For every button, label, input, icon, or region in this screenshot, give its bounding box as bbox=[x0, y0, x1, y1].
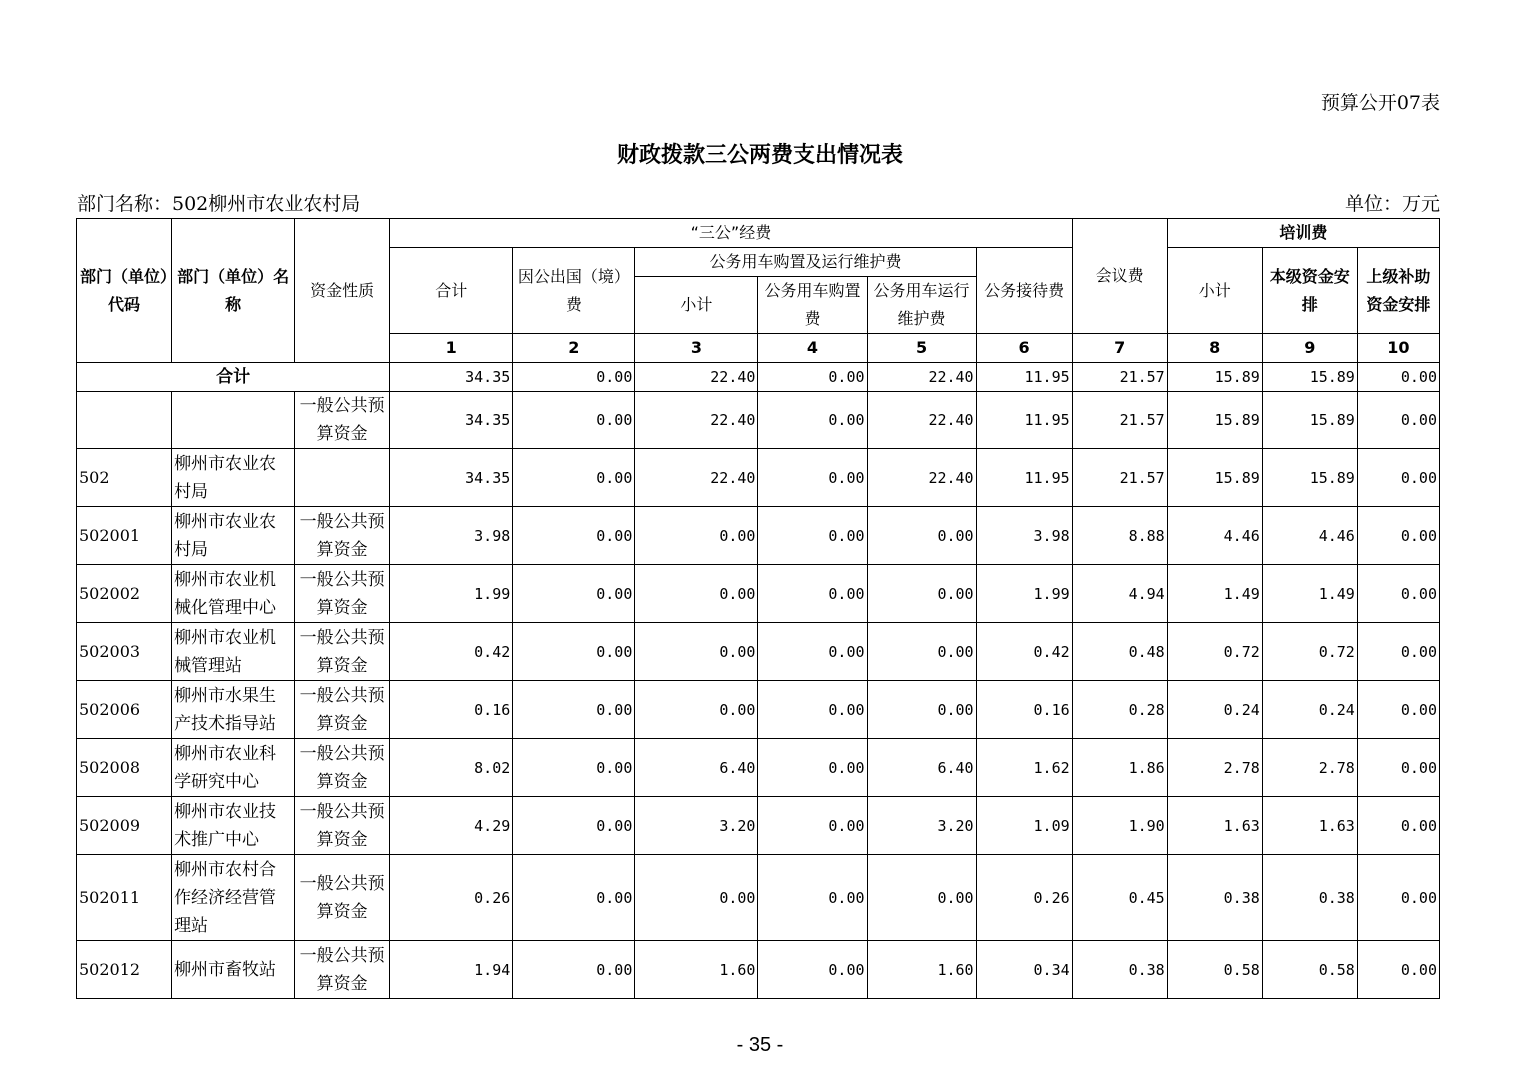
amount-cell: 0.00 bbox=[867, 623, 976, 681]
amount-cell: 0.42 bbox=[390, 623, 513, 681]
amount-cell: 2.78 bbox=[1167, 739, 1262, 797]
table-row bbox=[77, 681, 1440, 739]
amount-cell: 1.94 bbox=[390, 941, 513, 999]
col-vehicle-purchase: 公务用车购置费 bbox=[758, 277, 867, 334]
fund-type-cell: 一般公共预算资金 bbox=[295, 855, 390, 941]
fund-type-cell: 一般公共预算资金 bbox=[295, 739, 390, 797]
total-cell: 34.35 bbox=[390, 363, 513, 392]
col-index: 7 bbox=[1072, 334, 1167, 363]
col-fund-type: 资金性质 bbox=[295, 219, 390, 363]
amount-cell: 0.38 bbox=[1262, 855, 1357, 941]
amount-cell: 0.00 bbox=[513, 739, 635, 797]
dept-name-cell: 柳州市农业农村局 bbox=[172, 449, 295, 507]
dept-code-cell: 502002 bbox=[77, 565, 172, 623]
dept-code-cell: 502009 bbox=[77, 797, 172, 855]
amount-cell: 0.34 bbox=[976, 941, 1072, 999]
table-row bbox=[77, 507, 1440, 565]
amount-cell: 15.89 bbox=[1262, 449, 1357, 507]
amount-cell: 0.00 bbox=[758, 941, 867, 999]
table-row bbox=[77, 623, 1440, 681]
amount-cell: 2.78 bbox=[1262, 739, 1357, 797]
fund-type-cell: 一般公共预算资金 bbox=[295, 623, 390, 681]
fund-type-cell: 一般公共预算资金 bbox=[295, 797, 390, 855]
total-cell: 15.89 bbox=[1262, 363, 1357, 392]
dept-code-cell: 502008 bbox=[77, 739, 172, 797]
dept-name-cell: 柳州市农业技术推广中心 bbox=[172, 797, 295, 855]
total-cell: 11.95 bbox=[976, 363, 1072, 392]
amount-cell: 11.95 bbox=[976, 449, 1072, 507]
fund-type-cell: 一般公共预算资金 bbox=[295, 507, 390, 565]
amount-cell: 0.00 bbox=[758, 507, 867, 565]
amount-cell: 0.00 bbox=[1357, 739, 1439, 797]
amount-cell: 0.16 bbox=[390, 681, 513, 739]
amount-cell: 0.24 bbox=[1167, 681, 1262, 739]
amount-cell: 1.60 bbox=[635, 941, 758, 999]
amount-cell: 0.00 bbox=[635, 855, 758, 941]
total-cell: 0.00 bbox=[513, 363, 635, 392]
amount-cell: 0.00 bbox=[867, 681, 976, 739]
col-vehicle-subtotal: 小计 bbox=[635, 277, 758, 334]
col-index: 5 bbox=[867, 334, 976, 363]
table-code: 预算公开07表 bbox=[1320, 92, 1440, 114]
amount-cell: 0.00 bbox=[758, 739, 867, 797]
amount-cell: 0.00 bbox=[1357, 449, 1439, 507]
amount-cell: 0.38 bbox=[1167, 855, 1262, 941]
amount-cell: 4.29 bbox=[390, 797, 513, 855]
table-body bbox=[77, 363, 1440, 999]
dept-name-cell: 柳州市农业科学研究中心 bbox=[172, 739, 295, 797]
total-cell: 21.57 bbox=[1072, 363, 1167, 392]
amount-cell: 0.00 bbox=[513, 507, 635, 565]
col-vehicle-group: 公务用车购置及运行维护费 bbox=[635, 248, 976, 277]
amount-cell: 1.49 bbox=[1167, 565, 1262, 623]
amount-cell: 0.00 bbox=[1357, 392, 1439, 449]
amount-cell: 0.00 bbox=[513, 392, 635, 449]
amount-cell: 0.00 bbox=[1357, 623, 1439, 681]
amount-cell: 22.40 bbox=[867, 392, 976, 449]
dept-name-cell bbox=[172, 392, 295, 449]
col-index: 2 bbox=[513, 334, 635, 363]
amount-cell: 34.35 bbox=[390, 449, 513, 507]
col-meeting: 会议费 bbox=[1072, 219, 1167, 334]
amount-cell: 0.58 bbox=[1262, 941, 1357, 999]
total-cell: 15.89 bbox=[1167, 363, 1262, 392]
amount-cell: 21.57 bbox=[1072, 392, 1167, 449]
amount-cell: 1.62 bbox=[976, 739, 1072, 797]
col-sangong: “三公”经费 bbox=[390, 219, 1072, 248]
amount-cell: 3.98 bbox=[390, 507, 513, 565]
dept-code-cell: 502 bbox=[77, 449, 172, 507]
table-row bbox=[77, 739, 1440, 797]
dept-name-cell: 柳州市农业机械化管理中心 bbox=[172, 565, 295, 623]
fund-type-cell: 一般公共预算资金 bbox=[295, 941, 390, 999]
amount-cell: 0.00 bbox=[758, 681, 867, 739]
amount-cell: 0.00 bbox=[1357, 797, 1439, 855]
page-title: 财政拨款三公两费支出情况表 bbox=[616, 143, 903, 168]
amount-cell: 0.26 bbox=[390, 855, 513, 941]
amount-cell: 0.28 bbox=[1072, 681, 1167, 739]
amount-cell: 0.72 bbox=[1262, 623, 1357, 681]
amount-cell: 0.00 bbox=[867, 507, 976, 565]
fund-type-cell bbox=[295, 449, 390, 507]
dept-name-cell: 柳州市畜牧站 bbox=[172, 941, 295, 999]
amount-cell: 0.00 bbox=[758, 855, 867, 941]
amount-cell: 1.49 bbox=[1262, 565, 1357, 623]
amount-cell: 0.24 bbox=[1262, 681, 1357, 739]
amount-cell: 0.00 bbox=[513, 565, 635, 623]
dept-name-cell: 柳州市水果生产技术指导站 bbox=[172, 681, 295, 739]
col-dept-code: 部门（单位）代码 bbox=[77, 219, 172, 363]
amount-cell: 22.40 bbox=[635, 392, 758, 449]
amount-cell: 0.00 bbox=[758, 623, 867, 681]
amount-cell: 1.63 bbox=[1262, 797, 1357, 855]
amount-cell: 0.00 bbox=[1357, 941, 1439, 999]
amount-cell: 0.42 bbox=[976, 623, 1072, 681]
dept-code-cell: 502006 bbox=[77, 681, 172, 739]
total-cell: 0.00 bbox=[758, 363, 867, 392]
page-number: - 35 - bbox=[736, 1034, 784, 1056]
col-index: 10 bbox=[1357, 334, 1439, 363]
dept-code-cell bbox=[77, 392, 172, 449]
dept-name-cell: 柳州市农业机械管理站 bbox=[172, 623, 295, 681]
amount-cell: 1.60 bbox=[867, 941, 976, 999]
amount-cell: 0.72 bbox=[1167, 623, 1262, 681]
fund-type-cell: 一般公共预算资金 bbox=[295, 392, 390, 449]
total-label: 合计 bbox=[77, 363, 390, 392]
table-row bbox=[77, 797, 1440, 855]
amount-cell: 0.48 bbox=[1072, 623, 1167, 681]
amount-cell: 1.09 bbox=[976, 797, 1072, 855]
amount-cell: 15.89 bbox=[1167, 392, 1262, 449]
amount-cell: 0.58 bbox=[1167, 941, 1262, 999]
amount-cell: 0.00 bbox=[1357, 565, 1439, 623]
dept-name-cell: 柳州市农业农村局 bbox=[172, 507, 295, 565]
amount-cell: 0.45 bbox=[1072, 855, 1167, 941]
amount-cell: 0.00 bbox=[513, 449, 635, 507]
amount-cell: 4.46 bbox=[1167, 507, 1262, 565]
amount-cell: 1.86 bbox=[1072, 739, 1167, 797]
amount-cell: 0.00 bbox=[758, 565, 867, 623]
total-cell: 22.40 bbox=[867, 363, 976, 392]
amount-cell: 21.57 bbox=[1072, 449, 1167, 507]
col-training-upper: 上级补助资金安排 bbox=[1357, 248, 1439, 334]
col-index: 4 bbox=[758, 334, 867, 363]
amount-cell: 0.00 bbox=[867, 855, 976, 941]
col-dept-name: 部门（单位）名称 bbox=[172, 219, 295, 363]
col-abroad: 因公出国（境）费 bbox=[513, 248, 635, 334]
col-vehicle-maintain: 公务用车运行维护费 bbox=[867, 277, 976, 334]
amount-cell: 0.38 bbox=[1072, 941, 1167, 999]
amount-cell: 3.20 bbox=[867, 797, 976, 855]
amount-cell: 0.00 bbox=[867, 565, 976, 623]
amount-cell: 0.00 bbox=[758, 449, 867, 507]
dept-code-cell: 502003 bbox=[77, 623, 172, 681]
amount-cell: 0.00 bbox=[1357, 507, 1439, 565]
amount-cell: 0.00 bbox=[1357, 855, 1439, 941]
department-name: 部门名称：502柳州市农业农村局 bbox=[77, 193, 361, 215]
col-index: 1 bbox=[390, 334, 513, 363]
amount-cell: 0.00 bbox=[513, 623, 635, 681]
col-index: 6 bbox=[976, 334, 1072, 363]
amount-cell: 0.00 bbox=[1357, 681, 1439, 739]
total-cell: 22.40 bbox=[635, 363, 758, 392]
amount-cell: 0.00 bbox=[513, 941, 635, 999]
amount-cell: 8.88 bbox=[1072, 507, 1167, 565]
amount-cell: 0.16 bbox=[976, 681, 1072, 739]
amount-cell: 34.35 bbox=[390, 392, 513, 449]
dept-code-cell: 502001 bbox=[77, 507, 172, 565]
dept-name-cell: 柳州市农村合作经济经营管理站 bbox=[172, 855, 295, 941]
amount-cell: 0.00 bbox=[513, 797, 635, 855]
total-cell: 0.00 bbox=[1357, 363, 1439, 392]
amount-cell: 22.40 bbox=[635, 449, 758, 507]
amount-cell: 0.26 bbox=[976, 855, 1072, 941]
col-index: 3 bbox=[635, 334, 758, 363]
table-row bbox=[77, 392, 1440, 449]
amount-cell: 8.02 bbox=[390, 739, 513, 797]
budget-table bbox=[76, 218, 1440, 999]
fund-type-cell: 一般公共预算资金 bbox=[295, 681, 390, 739]
amount-cell: 1.99 bbox=[976, 565, 1072, 623]
amount-cell: 1.90 bbox=[1072, 797, 1167, 855]
fund-type-cell: 一般公共预算资金 bbox=[295, 565, 390, 623]
amount-cell: 0.00 bbox=[758, 797, 867, 855]
table-row bbox=[77, 855, 1440, 941]
table-row bbox=[77, 565, 1440, 623]
total-row bbox=[77, 363, 1440, 392]
amount-cell: 6.40 bbox=[867, 739, 976, 797]
amount-cell: 0.00 bbox=[513, 855, 635, 941]
amount-cell: 1.63 bbox=[1167, 797, 1262, 855]
amount-cell: 4.46 bbox=[1262, 507, 1357, 565]
amount-cell: 0.00 bbox=[758, 392, 867, 449]
col-training-subtotal: 小计 bbox=[1167, 248, 1262, 334]
amount-cell: 22.40 bbox=[867, 449, 976, 507]
dept-code-cell: 502012 bbox=[77, 941, 172, 999]
amount-cell: 1.99 bbox=[390, 565, 513, 623]
amount-cell: 0.00 bbox=[635, 623, 758, 681]
table-header bbox=[77, 219, 1440, 363]
table-row bbox=[77, 449, 1440, 507]
col-training: 培训费 bbox=[1167, 219, 1439, 248]
col-training-local: 本级资金安排 bbox=[1262, 248, 1357, 334]
amount-cell: 3.98 bbox=[976, 507, 1072, 565]
amount-cell: 0.00 bbox=[635, 681, 758, 739]
amount-cell: 6.40 bbox=[635, 739, 758, 797]
table-row bbox=[77, 941, 1440, 999]
amount-cell: 15.89 bbox=[1262, 392, 1357, 449]
col-index: 9 bbox=[1262, 334, 1357, 363]
amount-cell: 11.95 bbox=[976, 392, 1072, 449]
amount-cell: 0.00 bbox=[635, 565, 758, 623]
amount-cell: 15.89 bbox=[1167, 449, 1262, 507]
amount-cell: 0.00 bbox=[635, 507, 758, 565]
col-total: 合计 bbox=[390, 248, 513, 334]
col-reception: 公务接待费 bbox=[976, 248, 1072, 334]
amount-cell: 0.00 bbox=[513, 681, 635, 739]
col-index: 8 bbox=[1167, 334, 1262, 363]
unit-label: 单位：万元 bbox=[1344, 193, 1440, 215]
dept-code-cell: 502011 bbox=[77, 855, 172, 941]
amount-cell: 4.94 bbox=[1072, 565, 1167, 623]
amount-cell: 3.20 bbox=[635, 797, 758, 855]
